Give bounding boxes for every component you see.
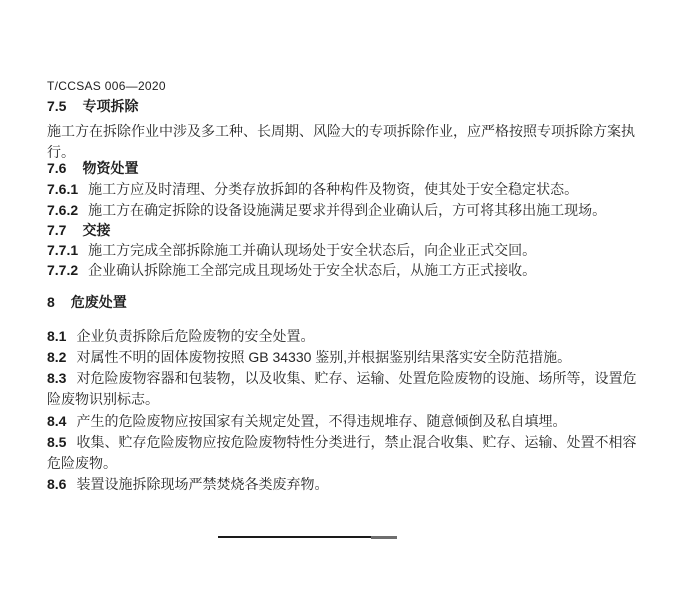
section-title: 危废处置: [70, 294, 127, 310]
clause-text: 施工方在确定拆除的设备设施满足要求并得到企业确认后，方可将其移出施工现场。: [88, 202, 607, 218]
section-title: 专项拆除: [82, 98, 139, 114]
clause-8-5: [47, 432, 648, 474]
clause-text: 施工方应及时清理、分类存放拆卸的各种构件及物资，使其处于安全稳定状态。: [88, 181, 579, 197]
section-title: 交接: [82, 222, 111, 238]
clause-text: 对属性不明的固体废物按照 GB 34330 鉴别,并根据鉴别结果落实安全防范措施。: [76, 349, 572, 365]
section-7-5-paragraph: 施工方在拆除作业中涉及多工种、长周期、风险大的专项拆除作业，应严格按照专项拆除方案执行。: [47, 123, 635, 160]
clause-number: 8.6: [47, 476, 67, 492]
clause-number: 8.3: [47, 370, 67, 386]
clause-7-6-1: [47, 179, 648, 200]
clause-number: 8.5: [47, 434, 67, 450]
clause-text: 企业确认拆除施工全部完成且现场处于安全状态后，从施工方正式接收。: [88, 262, 537, 278]
footer-divider-end-segment: [371, 536, 397, 539]
clause-8-6: [47, 474, 648, 495]
clause-8-1: [47, 326, 648, 347]
clause-8-4: [47, 411, 648, 432]
clause-number: 7.6.2: [47, 202, 79, 218]
clause-number: 7.7.1: [47, 242, 79, 258]
clause-7-7-1: [47, 240, 648, 261]
section-heading-7-7: [47, 220, 648, 241]
section-heading-7-6: [47, 158, 648, 179]
section-number: 7.7: [47, 222, 67, 238]
clause-number: 7.7.2: [47, 262, 79, 278]
clause-number: 7.6.1: [47, 181, 79, 197]
document-code: T/CCSAS 006—2020: [47, 79, 166, 93]
clause-7-6-2: [47, 200, 648, 221]
section-heading-7-5: [47, 96, 648, 117]
clause-text: 装置设施拆除现场严禁焚烧各类废弃物。: [76, 476, 329, 492]
clause-text: 收集、贮存危险废物应按危险废物特性分类进行，禁止混合收集、贮存、运输、处置不相容危险废物。: [47, 434, 637, 471]
section-number: 7.6: [47, 160, 67, 176]
section-number: 8: [47, 294, 55, 310]
clause-text: 产生的危险废物应按国家有关规定处置，不得违规堆存、随意倾倒及私自填埋。: [76, 413, 567, 429]
footer-divider-line: [218, 536, 397, 538]
clause-7-7-2: [47, 260, 648, 281]
clause-number: 8.1: [47, 328, 67, 344]
clause-text: 施工方完成全部拆除施工并确认现场处于安全状态后，向企业正式交回。: [88, 242, 537, 258]
section-number: 7.5: [47, 98, 67, 114]
clause-8-3: [47, 368, 648, 410]
clause-text: 对危险废物容器和包装物，以及收集、贮存、运输、处置危险废物的设施、场所等，设置危险废物识别标志。: [47, 370, 637, 407]
section-title: 物资处置: [82, 160, 139, 176]
clause-8-2: [47, 347, 648, 368]
clause-number: 8.4: [47, 413, 67, 429]
clause-number: 8.2: [47, 349, 67, 365]
clause-text: 企业负责拆除后危险废物的安全处置。: [76, 328, 315, 344]
section-heading-8: [47, 292, 648, 313]
